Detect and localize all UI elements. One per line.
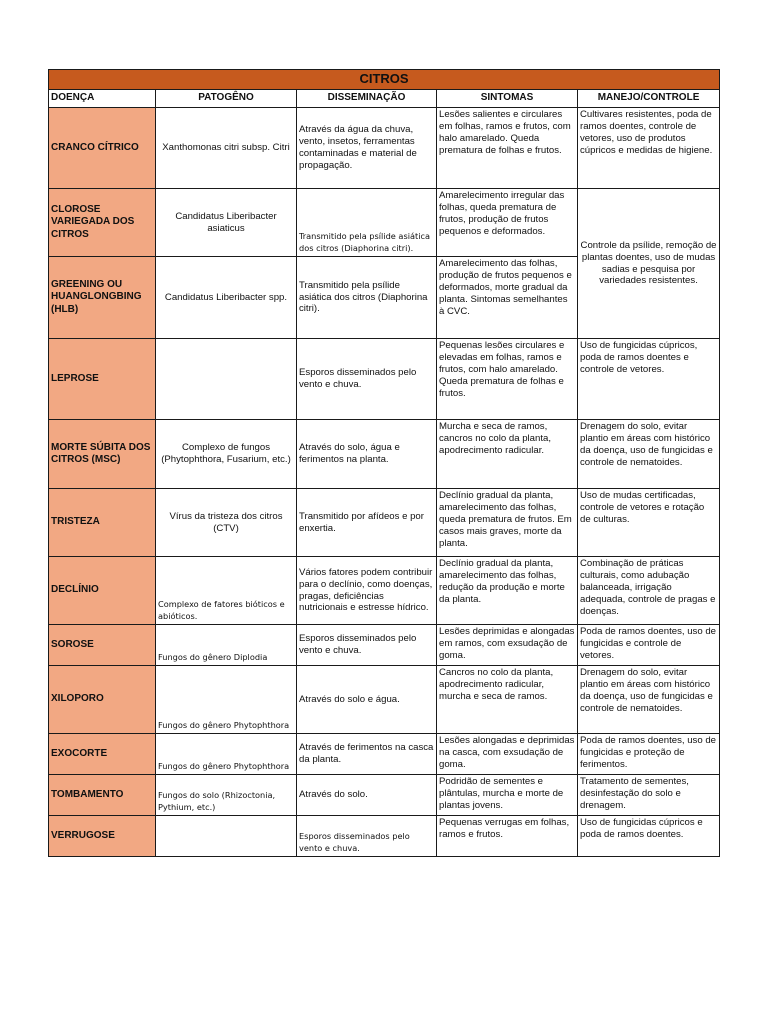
- pathogen-text: Fungos do gênero Diplodia: [158, 652, 268, 663]
- table-row: [49, 108, 720, 189]
- header-patogeno: PATOGÊNO: [156, 90, 297, 108]
- pathogen-cell: [156, 557, 297, 625]
- disease-cell: DECLÍNIO: [49, 557, 156, 625]
- pathogen-cell: Candidatus Liberibacter asiaticus: [156, 189, 297, 257]
- table-row: [49, 489, 720, 557]
- dissemination-text: Esporos disseminados pelo vento e chuva.: [299, 831, 410, 854]
- symptoms-cell: Amarelecimento irregular das folhas, queda prematura de frutos, produção de frutos pequenos e deformados.: [437, 189, 578, 257]
- management-cell: Poda de ramos doentes, uso de fungicidas e proteção de ferimentos.: [578, 734, 720, 775]
- symptoms-cell: Amarelecimento das folhas, produção de frutos pequenos e deformados, morte gradual da planta. Sintomas semelhantes à CVC.: [437, 257, 578, 339]
- pathogen-cell: Vírus da tristeza dos citros (CTV): [156, 489, 297, 557]
- symptoms-cell: Lesões deprimidas e alongadas em ramos, com exsudação de goma.: [437, 625, 578, 666]
- management-cell: Combinação de práticas culturais, como adubação balanceada, irrigação adequada, controle de pragas e doenças.: [578, 557, 720, 625]
- symptoms-cell: Cancros no colo da planta, apodrecimento radicular, murcha e seca de ramos.: [437, 666, 578, 734]
- dissemination-cell: Esporos disseminados pelo vento e chuva.: [297, 625, 437, 666]
- pathogen-cell: [156, 734, 297, 775]
- pathogen-text: Complexo de fatores bióticos e abióticos.: [158, 599, 285, 622]
- disease-cell: MORTE SÚBITA DOS CITROS (MSC): [49, 420, 156, 489]
- management-cell: Poda de ramos doentes, uso de fungicidas e controle de vetores.: [578, 625, 720, 666]
- symptoms-cell: Lesões salientes e circulares em folhas, ramos e frutos, com halo amarelado. Queda prematura de folhas e frutos.: [437, 108, 578, 189]
- pathogen-cell: [156, 816, 297, 857]
- dissemination-cell: Transmitido pela psílide asiática dos citros (Diaphorina citri).: [297, 257, 437, 339]
- title-row: [49, 70, 720, 90]
- disease-cell: VERRUGOSE: [49, 816, 156, 857]
- header-sintomas: SINTOMAS: [437, 90, 578, 108]
- header-manejo: MANEJO/CONTROLE: [578, 90, 720, 108]
- symptoms-cell: Declínio gradual da planta, amarelecimento das folhas, redução da produção e morte da planta.: [437, 557, 578, 625]
- symptoms-cell: Lesões alongadas e deprimidas na casca, com exsudação de goma.: [437, 734, 578, 775]
- disease-cell: LEPROSE: [49, 339, 156, 420]
- table-row: [49, 339, 720, 420]
- pathogen-cell: Xanthomonas citri subsp. Citri: [156, 108, 297, 189]
- table-row: [49, 775, 720, 816]
- disease-cell: XILOPORO: [49, 666, 156, 734]
- table-title: CITROS: [49, 70, 720, 90]
- pathogen-cell: [156, 625, 297, 666]
- pathogen-cell: Complexo de fungos (Phytophthora, Fusarium, etc.): [156, 420, 297, 489]
- symptoms-cell: Pequenas lesões circulares e elevadas em folhas, ramos e frutos, com halo amarelado. Queda prematura de folhas e frutos.: [437, 339, 578, 420]
- dissemination-cell: Esporos disseminados pelo vento e chuva.: [297, 339, 437, 420]
- dissemination-cell: [297, 816, 437, 857]
- pathogen-cell: [156, 339, 297, 420]
- header-doenca: DOENÇA: [49, 90, 156, 108]
- pathogen-cell: Candidatus Liberibacter spp.: [156, 257, 297, 339]
- management-cell: Drenagem do solo, evitar plantio em áreas com histórico da doença, uso de fungicidas e controle de nematoides.: [578, 420, 720, 489]
- table-row: [49, 420, 720, 489]
- header-row: [49, 90, 720, 108]
- dissemination-cell: Vários fatores podem contribuir para o declínio, como doenças, pragas, deficiências nutricionais e estresse hídrico.: [297, 557, 437, 625]
- table-row: [49, 557, 720, 625]
- citros-table: [48, 69, 720, 857]
- dissemination-cell: [297, 189, 437, 257]
- disease-cell: CRANCO CÍTRICO: [49, 108, 156, 189]
- pathogen-text: Fungos do solo (Rhizoctonia, Pythium, etc.): [158, 790, 276, 813]
- management-cell: Drenagem do solo, evitar plantio em áreas com histórico da doença, uso de fungicidas e controle de nematoides.: [578, 666, 720, 734]
- pathogen-text: Fungos do gênero Phytophthora: [158, 761, 290, 772]
- management-cell: Uso de mudas certificadas, controle de vetores e rotação de culturas.: [578, 489, 720, 557]
- symptoms-cell: Podridão de sementes e plântulas, murcha e morte de plantas jovens.: [437, 775, 578, 816]
- disease-cell: CLOROSE VARIEGADA DOS CITROS: [49, 189, 156, 257]
- disease-cell: TOMBAMENTO: [49, 775, 156, 816]
- pathogen-cell: [156, 775, 297, 816]
- pathogen-cell: [156, 666, 297, 734]
- dissemination-cell: Através da água da chuva, vento, insetos, ferramentas contaminadas e material de propagação.: [297, 108, 437, 189]
- table-row: [49, 625, 720, 666]
- disease-cell: TRISTEZA: [49, 489, 156, 557]
- disease-cell: SOROSE: [49, 625, 156, 666]
- disease-cell: GREENING OU HUANGLONGBING (HLB): [49, 257, 156, 339]
- header-disseminacao: DISSEMINAÇÃO: [297, 90, 437, 108]
- table-row: [49, 189, 720, 257]
- table-row: [49, 816, 720, 857]
- dissemination-cell: Através do solo e água.: [297, 666, 437, 734]
- dissemination-cell: Através do solo, água e ferimentos na planta.: [297, 420, 437, 489]
- management-cell: Controle da psílide, remoção de plantas doentes, uso de mudas sadias e pesquisa por variedades resistentes.: [578, 189, 720, 339]
- pathogen-text: Fungos do gênero Phytophthora: [158, 720, 290, 731]
- dissemination-cell: Através do solo.: [297, 775, 437, 816]
- symptoms-cell: Murcha e seca de ramos, cancros no colo da planta, apodrecimento radicular.: [437, 420, 578, 489]
- dissemination-text: Transmitido pela psílide asiática dos citros (Diaphorina citri).: [299, 231, 431, 254]
- table-row: [49, 734, 720, 775]
- dissemination-cell: Através de ferimentos na casca da planta.: [297, 734, 437, 775]
- dissemination-cell: Transmitido por afídeos e por enxertia.: [297, 489, 437, 557]
- table-row: [49, 666, 720, 734]
- management-cell: Cultivares resistentes, poda de ramos doentes, controle de vetores, uso de produtos cúpricos e medidas de higiene.: [578, 108, 720, 189]
- management-cell: Uso de fungicidas cúpricos, poda de ramos doentes e controle de vetores.: [578, 339, 720, 420]
- disease-cell: EXOCORTE: [49, 734, 156, 775]
- management-cell: Uso de fungicidas cúpricos e poda de ramos doentes.: [578, 816, 720, 857]
- symptoms-cell: Declínio gradual da planta, amarelecimento das folhas, queda prematura de frutos. Em casos mais graves, morte da planta.: [437, 489, 578, 557]
- symptoms-cell: Pequenas verrugas em folhas, ramos e frutos.: [437, 816, 578, 857]
- management-cell: Tratamento de sementes, desinfestação do solo e drenagem.: [578, 775, 720, 816]
